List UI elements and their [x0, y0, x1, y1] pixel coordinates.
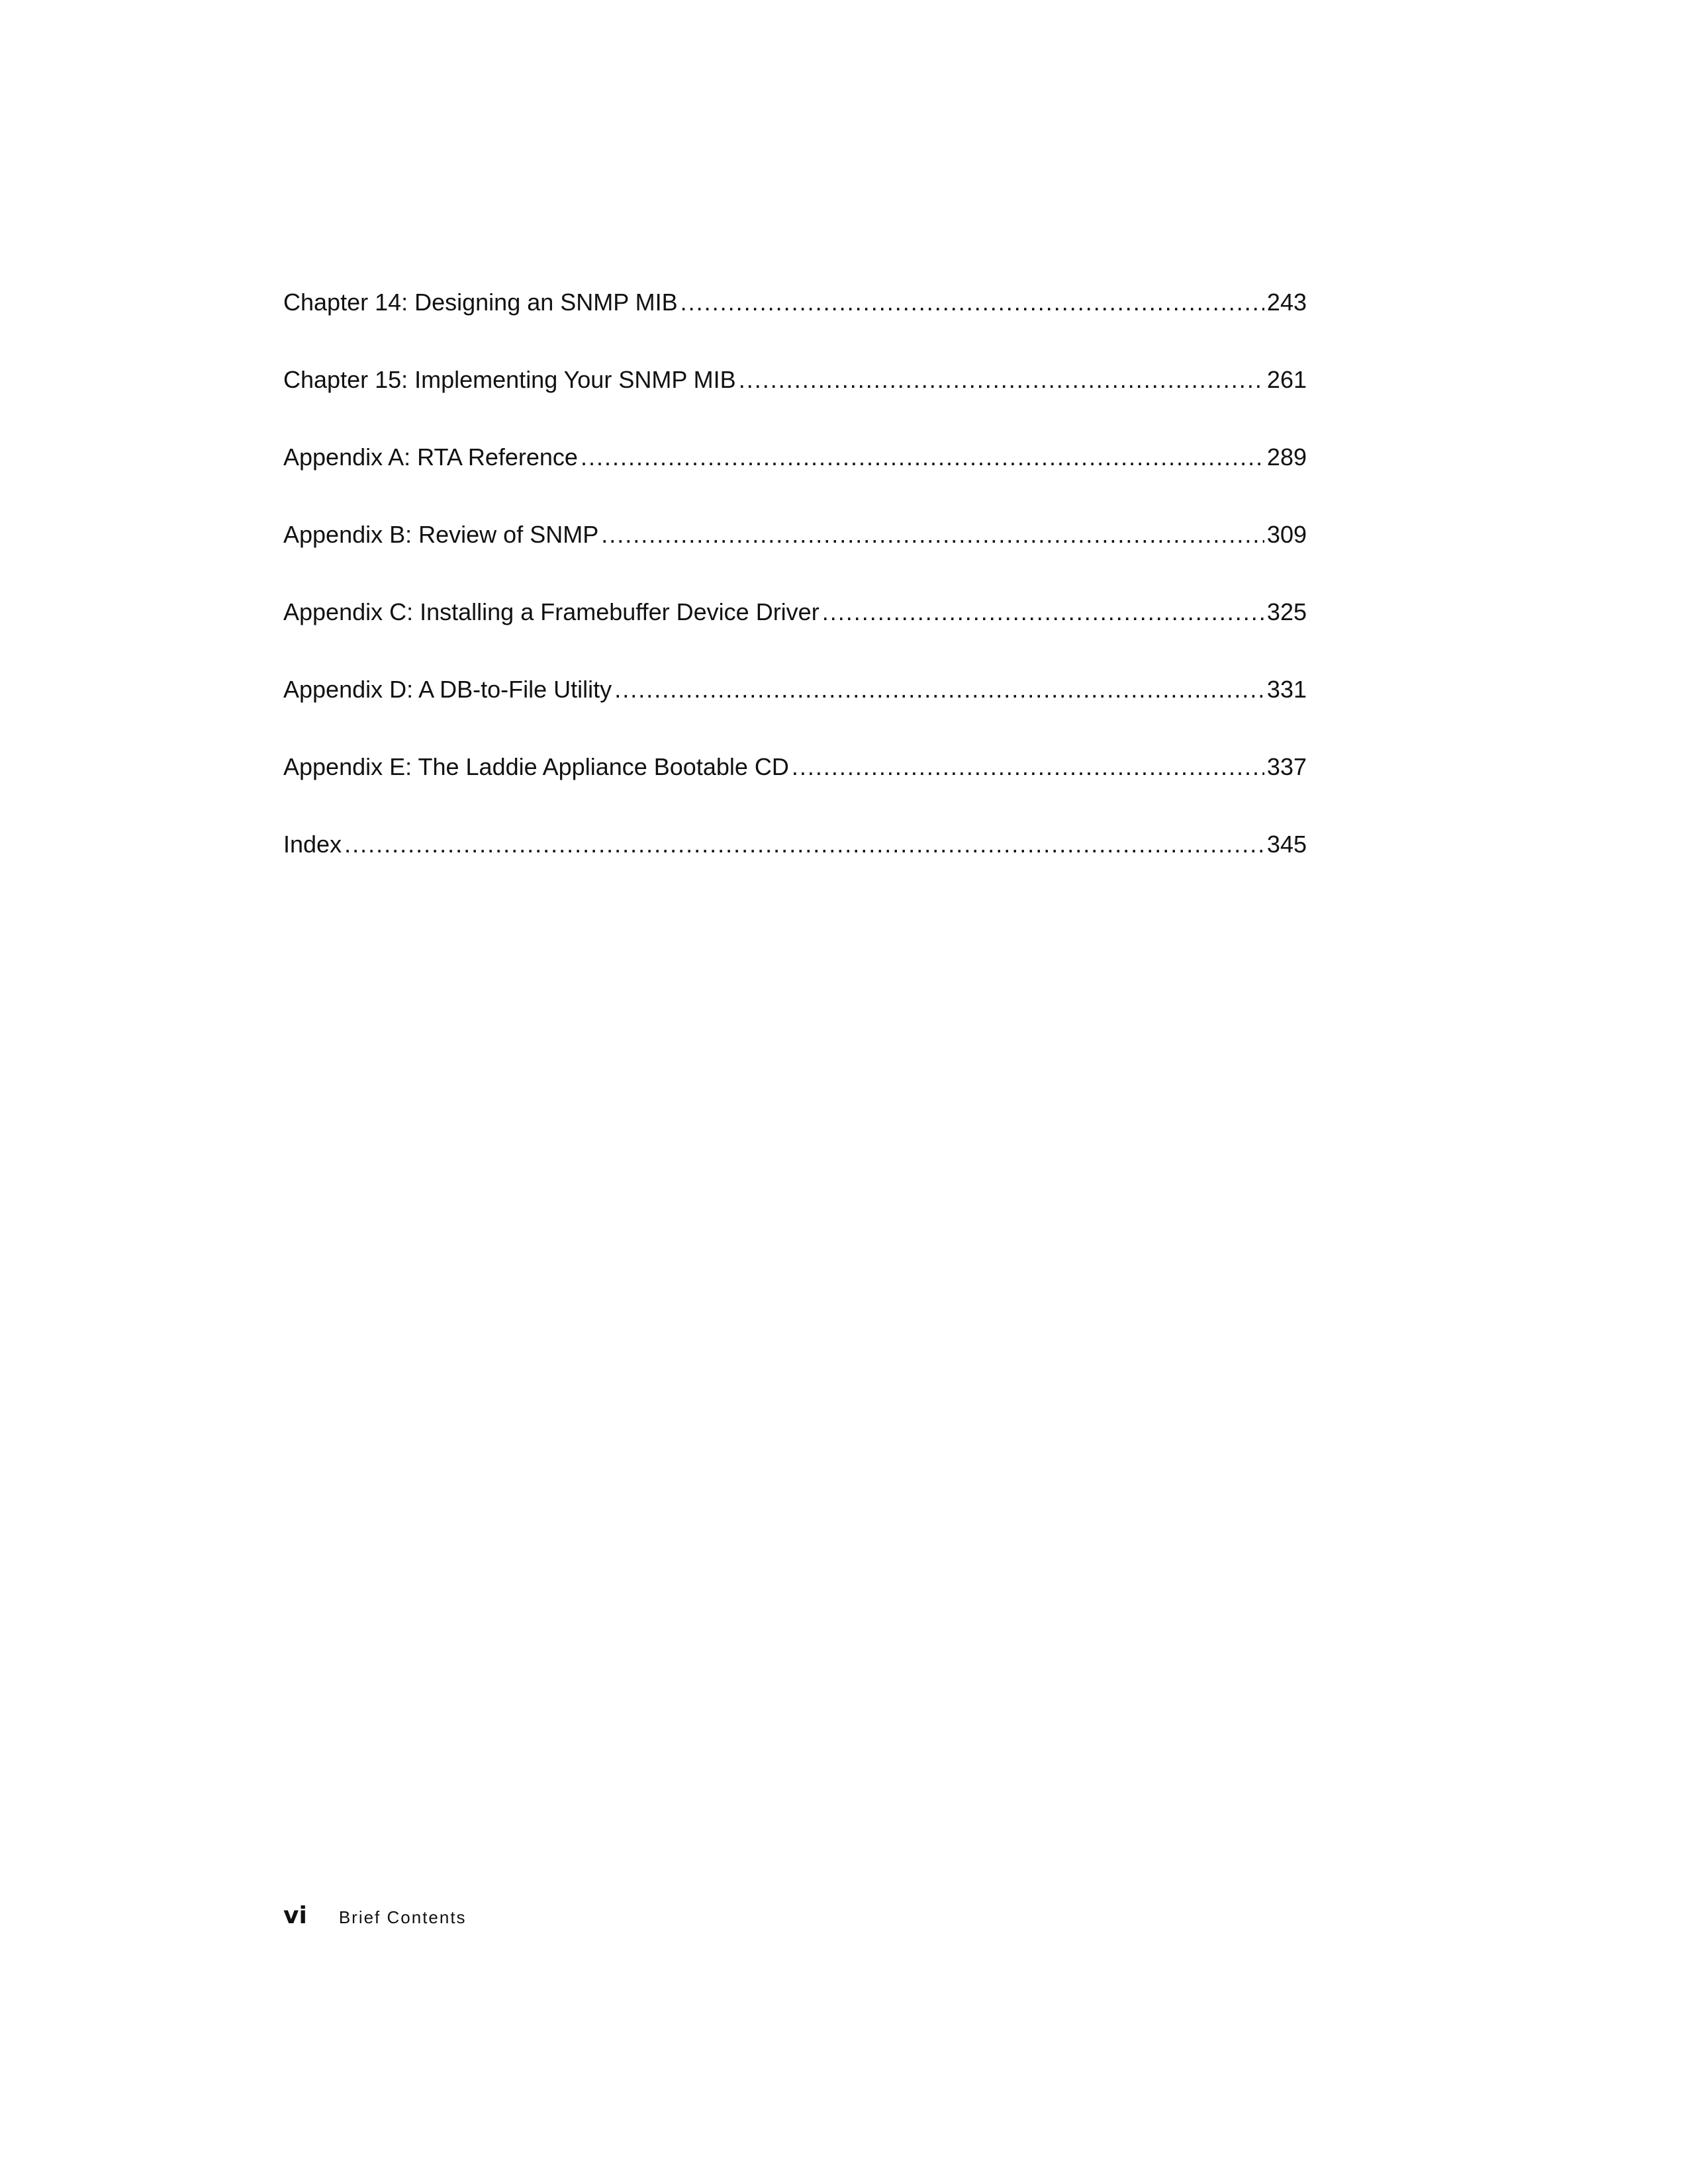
toc-entry-title: Appendix D: A DB-to-File Utility	[283, 676, 612, 703]
toc-entry-title: Chapter 15: Implementing Your SNMP MIB	[283, 366, 736, 393]
dot-leader	[792, 747, 1264, 787]
toc-entry-chapter-14[interactable]	[283, 283, 1307, 360]
dot-leader	[822, 592, 1264, 632]
dot-leader	[344, 825, 1264, 864]
page-number: vi	[283, 1902, 307, 1929]
toc-entry-page: 309	[1266, 521, 1307, 548]
toc-entry-chapter-15[interactable]	[283, 360, 1307, 437]
toc-entry-page: 337	[1266, 753, 1307, 780]
toc-entry-appendix-c[interactable]	[283, 592, 1307, 670]
toc-entry-appendix-e[interactable]	[283, 747, 1307, 825]
toc-entry-page: 261	[1266, 366, 1307, 393]
toc-entry-page: 325	[1266, 598, 1307, 625]
toc-entry-title: Index	[283, 831, 342, 858]
table-of-contents	[283, 283, 1307, 902]
dot-leader	[680, 283, 1264, 322]
toc-entry-appendix-a[interactable]	[283, 437, 1307, 515]
dot-leader	[581, 437, 1264, 477]
toc-entry-title: Appendix A: RTA Reference	[283, 443, 578, 471]
toc-entry-title: Appendix C: Installing a Framebuffer Device Driver	[283, 598, 820, 625]
toc-entry-appendix-d[interactable]	[283, 670, 1307, 747]
dot-leader	[614, 670, 1264, 709]
dot-leader	[739, 360, 1264, 400]
toc-entry-page: 331	[1266, 676, 1307, 703]
toc-entry-page: 345	[1266, 831, 1307, 858]
page-footer	[283, 1902, 467, 1929]
dot-leader	[601, 515, 1264, 555]
toc-entry-title: Chapter 14: Designing an SNMP MIB	[283, 289, 678, 316]
toc-entry-title: Appendix B: Review of SNMP	[283, 521, 599, 548]
running-head: Brief Contents	[338, 1907, 467, 1927]
toc-entry-page: 243	[1266, 289, 1307, 316]
toc-entry-appendix-b[interactable]	[283, 515, 1307, 592]
toc-entry-title: Appendix E: The Laddie Appliance Bootable CD	[283, 753, 789, 780]
toc-entry-page: 289	[1266, 443, 1307, 471]
toc-entry-index[interactable]	[283, 825, 1307, 902]
